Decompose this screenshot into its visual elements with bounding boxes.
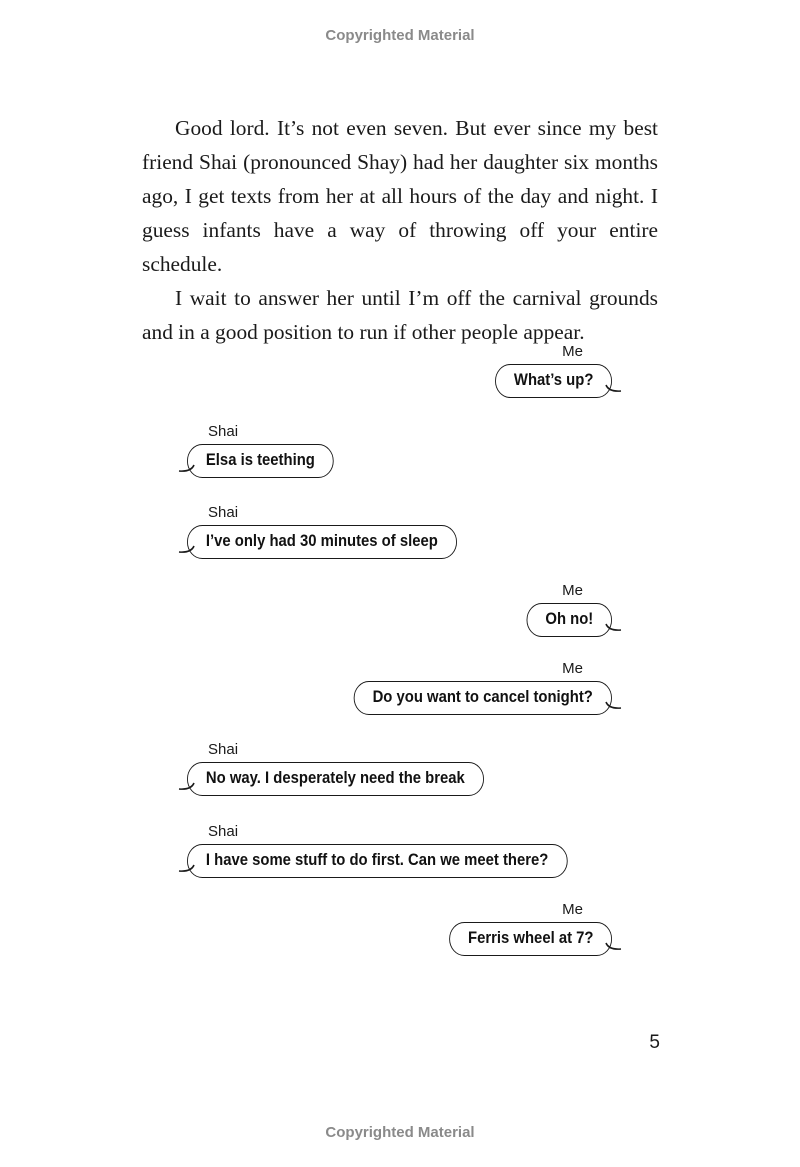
paragraph-2: I wait to answer her until I’m off the carnival grounds and in a good position to run if other people appear. [142, 286, 658, 344]
message-bubble-outgoing: Oh no! [526, 603, 612, 637]
message-sender-label: Me [562, 582, 583, 599]
bubble-tail-right [606, 696, 622, 712]
watermark-bottom: Copyrighted Material [325, 1124, 475, 1141]
bubble-tail-left [178, 859, 194, 875]
message-sender-label: Me [562, 343, 583, 360]
watermark-top: Copyrighted Material [325, 27, 475, 44]
bubble-tail-left [178, 777, 194, 793]
message-bubble-incoming: Elsa is teething [187, 444, 334, 478]
page-number: 5 [649, 1032, 660, 1053]
message-sender-label: Shai [208, 423, 239, 440]
bubble-tail-left [178, 459, 194, 475]
message-sender-label: Me [562, 901, 583, 918]
bubble-tail-right [606, 937, 622, 953]
body-text [142, 111, 658, 349]
message-bubble-outgoing: Ferris wheel at 7? [449, 922, 612, 956]
message-bubble-incoming: No way. I desperately need the break [187, 762, 484, 796]
bubble-tail-right [606, 618, 622, 634]
message-bubble-incoming: I have some stuff to do first. Can we meet there? [187, 844, 567, 878]
bubble-tail-left [178, 540, 194, 556]
message-bubble-outgoing: Do you want to cancel tonight? [354, 681, 612, 715]
paragraph-1: Good lord. It’s not even seven. But ever since my best friend Shai (pronounced Shay) had her daughter six months ago, I get texts from her at all hours of the day and night. I guess infants have a way of throwing off your entire schedule. [142, 116, 658, 276]
message-sender-label: Me [562, 660, 583, 677]
message-sender-label: Shai [208, 741, 239, 758]
message-sender-label: Shai [208, 504, 239, 521]
message-bubble-incoming: I’ve only had 30 minutes of sleep [187, 525, 457, 559]
bubble-tail-right [606, 379, 622, 395]
message-sender-label: Shai [208, 823, 239, 840]
message-bubble-outgoing: What’s up? [495, 364, 612, 398]
